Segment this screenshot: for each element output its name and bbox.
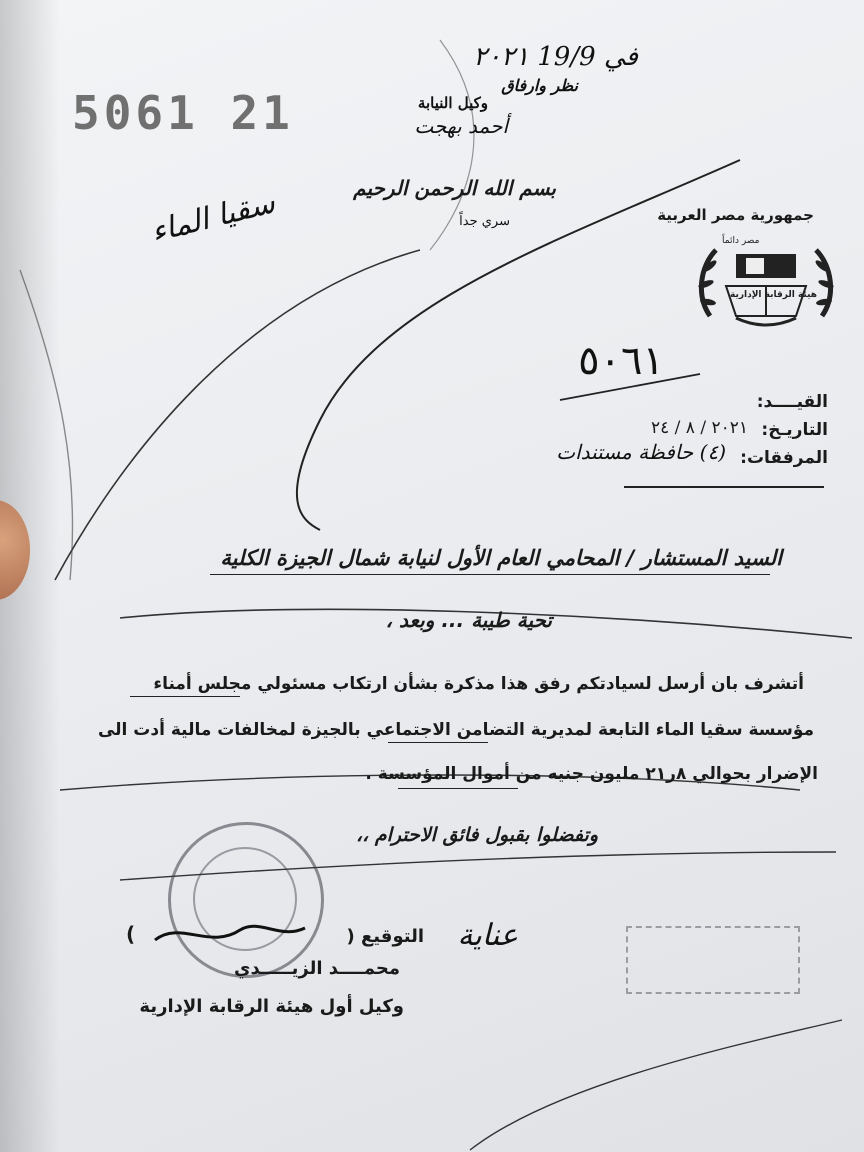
date-label: التاريـخ: xyxy=(761,420,828,440)
signature-label: التوقيع ( xyxy=(346,926,424,947)
signatory-title: وكيل أول هيئة الرقابة الإدارية xyxy=(139,996,404,1017)
paragraph-line-1: أتشرف بان أرسل لسيادتكم رفق هذا مذكرة بشأن ارتكاب مسئولي مجلس أمناء xyxy=(153,674,804,694)
underline-members xyxy=(130,696,240,697)
serial-number: 5061 21 xyxy=(72,86,294,140)
authority-emblem xyxy=(696,236,836,336)
prosecution-agent-label: وكيل النيابة xyxy=(417,94,488,112)
paragraph-line-3: الإضرار بحوالي ٨ر٢١ مليون جنيه من أموال المؤسسة . xyxy=(365,764,818,784)
signatory-name: محمــــد الزيـــــدي xyxy=(234,958,400,979)
handwritten-date: في 19/9 ٢٠٢١ xyxy=(473,42,638,72)
addressee: السيد المستشار / المحامي العام الأول لنيابة شمال الجيزة الكلية xyxy=(220,546,782,570)
record-label: القيــــد: xyxy=(756,392,828,412)
basmala: بسم الله الرحمن الرحيم xyxy=(353,176,556,200)
review-note: نظر وارفاق xyxy=(501,76,578,95)
rectangular-stamp xyxy=(626,926,800,994)
underline-foundation-money xyxy=(398,788,518,789)
underline-social xyxy=(388,742,488,743)
closing: وتفضلوا بقبول فائق الاحترام ،، xyxy=(355,824,598,846)
signature-scribble-icon xyxy=(150,910,310,960)
attachments-value: (٤) حافظة مستندات xyxy=(556,440,726,464)
greeting: تحية طيبة ... وبعد ، xyxy=(385,608,552,632)
attachments-label: المرفقات: xyxy=(740,448,828,468)
signature-close-paren: ) xyxy=(126,922,136,946)
meta-divider xyxy=(624,486,824,488)
republic-title: جمهورية مصر العربية xyxy=(657,206,814,224)
side-note: سقيا الماء xyxy=(147,185,279,250)
date-value: ٢٠٢١ / ٨ / ٢٤ xyxy=(650,418,748,438)
secret-label: سري جداً xyxy=(459,214,510,229)
paragraph-line-2: مؤسسة سقيا الماء التابعة لمديرية التضامن الاجتماعي بالجيزة لمخالفات مالية أدت الى xyxy=(97,720,814,740)
emblem-top-text: مصر دائماً xyxy=(722,236,760,246)
handwritten-reference: ٥٠٦١ xyxy=(578,338,664,384)
addressee-underline xyxy=(210,574,770,575)
agent-name: أحمد بهجت xyxy=(414,114,508,138)
signature-handwritten: عناية xyxy=(457,918,518,953)
emblem-bottom-text: هيئة الرقابة الإدارية xyxy=(730,290,817,300)
